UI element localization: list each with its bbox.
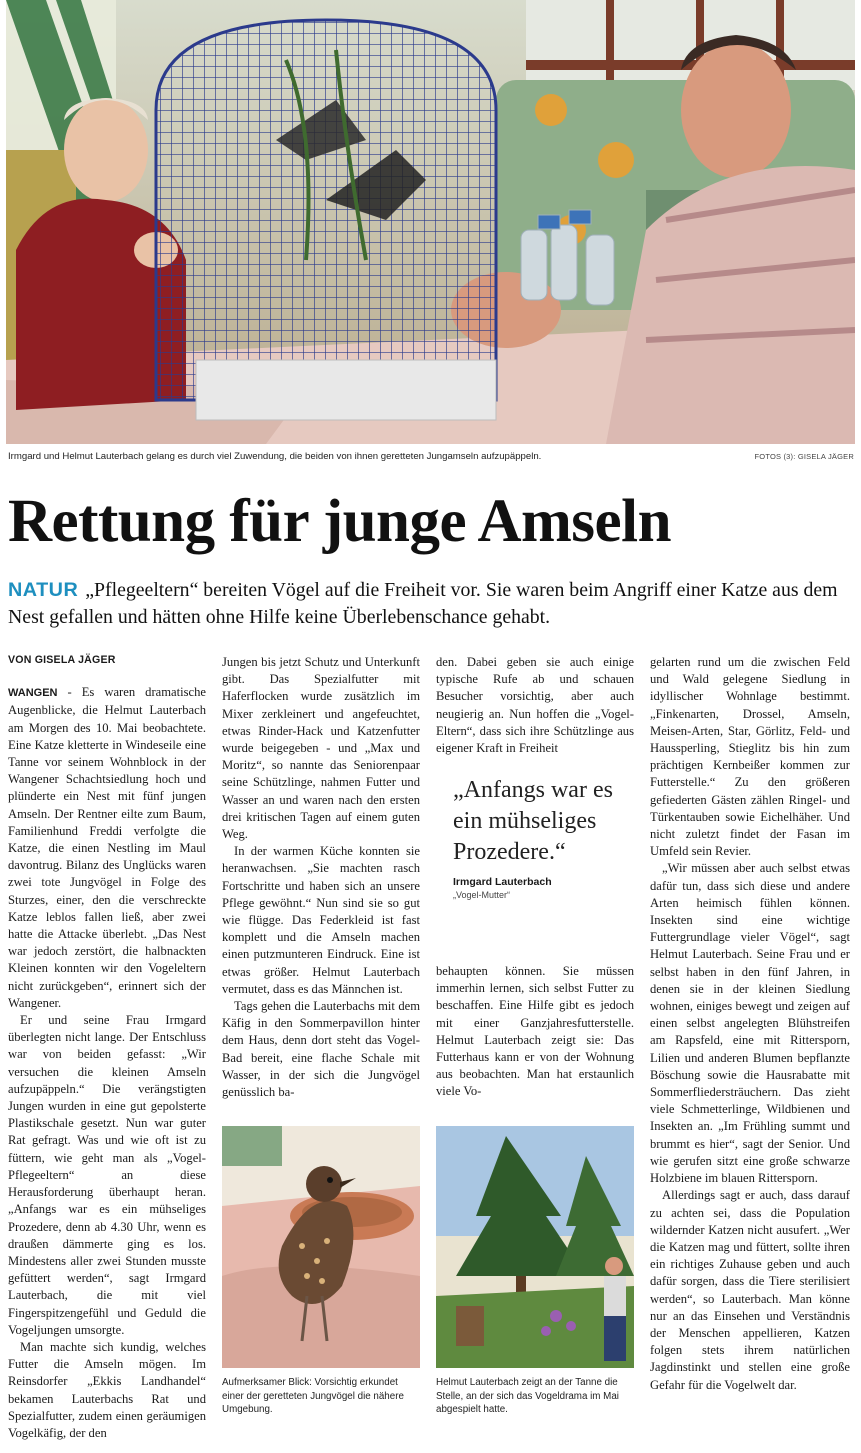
pull-quote-author: Irmgard Lauterbach [453,876,552,888]
photo-young-blackbird [222,1126,420,1368]
pull-quote-text: „Anfangs war es ein mühseliges Prozedere.“ [453,777,613,865]
man-at-tree-illustration [436,1126,634,1368]
paragraph: Man machte sich kundig, welches Futter die Amseln mögen. Im Reinsdorfer „Ekkis Landhandel“ bekamen Lauterbachs Rat und Spezialfutter, zudem einen geräumigen Vogelkäfig, der den [8,1339,206,1440]
article-column-2 [222,654,420,1101]
paragraph [8,684,206,1012]
deck-text: „Pflegeeltern“ bereiten Vögel auf die Freiheit vor. Sie waren beim Angriff einer Katze aus dem Nest gefallen und hätten ohne Hilfe keine Überlebenschance gehabt. [8,579,838,628]
young-blackbird-illustration [222,1126,420,1368]
paragraph: „Wir müssen aber auch selbst etwas dafür tun, dass sich diese und andere Arten heimisch fühlen können. Insekten sind eine wichtige Futtergrundlage vieler Vögel“, sagt Helmut Lauterbach. Seine Frau und er selbst haben in den fünf Jahren, in denen sie in der kleinen Siedlung wohnen, einiges bewegt und zeigen auf einen selbst angelegten Blühstreifen am Rapsfeld, eine mit Rittersporn, Lilien und anderen Blumen bepflanzte Böschung sowie die Hausrabatte mit Sommerfliedersträuchern. Das zieht viele Schmetterlinge, Wildbienen und Insekten an. „Im Frühling summt und brummt es hier“, sagt der Senior. Und wie gerufen sitzt eine große schwarze Holzbiene im blauen Rittersporn. [650,861,850,1186]
hero-photo-illustration [6,0,855,444]
paragraph: Er und seine Frau Irmgard überlegten nicht lange. Der Entschluss war von beiden gefasst: „Wir versuchen die kleinen Amseln aufzupäppeln.“ Die verängstigten Jungen wurden in eine gut gepolsterte Plastikschale gesetzt. Nun war guter Rat gefragt. Was und wie oft ist zu füttern, wie geht man als „Vogel-Pflegeeltern“ an diese Herausforderung überhaupt heran. „Anfangs war es ein mühseliges Prozedere, denn ab 4.30 Uhr, wenn es draußen dämmerte ging es los. Mindestens aller zwei Stunden musste gefüttert werden“, sagt Irmgard Lauterbach, die mit viel Fingerspitzengefühl und Geduld die Vogeljungen umsorgte. [8,1013,206,1337]
photo-man-at-tree-caption: Helmut Lauterbach zeigt an der Tanne die Stelle, an der sich das Vogeldrama im Mai abgespielt hatte. [436,1377,619,1416]
paragraph: Allerdings sagt er auch, dass darauf zu achten sei, dass die Population wildernder Katzen nicht ausufert. „Wer die Katzen mag und füttert, sollte ihren ein richtiges Zuhause geben und auch dafür sorgen, dass die Tiere sterilisiert werden“, so Lauterbach. Man könne nur an das Einsehen und Verständnis der Menschen appellieren, Katzen folgen stets ihrem natürlichen Jagdinstinkt und stellen eine große Gefahr für die Vogelwelt dar. [650,1188,850,1392]
article-column-3-top [436,654,634,757]
headline: Rettung für junge Amseln [8,488,671,555]
paragraph: den. Dabei geben sie auch einige typische Rufe ab und schauen Besucher vorsichtig, aber auch neugierig an. Nun hoffen die „Vogel-Eltern“, dass sich ihre Schützlinge aus eigener Kraft in Freiheit [436,655,634,756]
pull-quote [453,775,628,900]
photo-young-blackbird-caption: Aufmerksamer Blick: Vorsichtig erkundet einer der geretteten Jungvögel die nähere Umgebung. [222,1377,404,1416]
photo-man-at-tree [436,1126,634,1368]
hero-caption: Irmgard und Helmut Lauterbach gelang es durch viel Zuwendung, die beiden von ihnen geretteten Jungamseln aufzupäppeln. [8,451,542,462]
article-column-4 [650,654,850,1394]
article-column-1 [8,652,206,1442]
paragraph: behaupten können. Sie müssen immerhin lernen, sich selbst Futter zu beschaffen. Eine Hilfe gibt es jedoch mit einer Ganzjahresfutterstelle. Helmut Lauterbach zeigt sie: Das Futterhaus kann er von der Wohnung aus beobachten. Man hat erstaunlich viele Vo- [436,964,634,1099]
paragraph-text: - Es waren dramatische Augenblicke, die Helmut Lauterbach am Morgen des 10. Mai beobachtete. Eine Katze kletterte in Windeseile eine Tanne vor seinem Wohnblock in der Wangener Schachtsiedlung hoch und plünderte ein Nest mit fünf jungen Amseln. Der Rentner eilte zum Baum, Familienhund Freddi verfolgte die Katze, die einen Nestling im Maul davontrug. Bilanz des Unglücks waren zwei tote Jungvögel in Folge des Sturzes, einer, den die verschreckte Katze leblos fallen ließ, aber zwei hatte die Attacke überlebt. „Das Nest war jedoch zerstört, die halbnackten Kleinen konnten wir den Vogeleltern nicht zurückgeben“, erinnert sich der Wangener. [8,685,206,1010]
photo-credit: FOTOS (3): GISELA JÄGER [754,452,854,461]
paragraph: gelarten rund um die zwischen Feld und Wald gelegene Siedlung in idyllischer Wohnlage bestimmt. „Finkenarten, Drossel, Amseln, Meisen-Arten, Star, Görlitz, Feld- und Haussperling, Stieglitz bis hin zum prächtigen Kernbeißer kommen zur Futterstelle.“ Zu den größeren gefiederten Gästen zählen Ringel- und Türkentauben sowie Eichelhäher. Und nicht zuletzt findet der Fasan im Umfeld sein Revier. [650,655,850,859]
deck [8,577,853,631]
pull-quote-role: „Vogel-Mutter“ [453,890,511,900]
kicker: NATUR [8,579,79,601]
article-column-3-bottom [436,963,634,1101]
paragraph: Tags gehen die Lauterbachs mit dem Käfig in den Sommerpavillon hinter dem Haus, denn dort steht das Vogel-Bad bereit, eine flache Schale mit Wasser, in der sich die Jungvögel genüsslich ba- [222,999,420,1100]
byline: VON GISELA JÄGER [8,654,116,666]
dateline: WANGEN [8,687,58,700]
hero-photo [6,0,855,444]
paragraph: In der warmen Küche konnten sie heranwachsen. „Sie machten rasch Fortschritte und haben sich an unsere Pflege gewöhnt.“ Nun sind sie so gut wie flügge. Das Federkleid ist fast komplett und die Amseln machen einen putzmunteren Eindruck. Eine ist etwas größer. Helmut Lauterbach vermutet, dass es das Männchen ist. [222,844,420,996]
paragraph: Jungen bis jetzt Schutz und Unterkunft gibt. Das Spezialfutter mit Haferflocken wurde zusätzlich im Mixer zerkleinert und angefeuchtet, etwas Rinder-Hack und Katzenfutter wurde beigegeben - und „Max und Moritz“, so nannte das Seniorenpaar seine Schützlinge, nahmen Futter und Wasser an und waren nach den ersten drei kritischen Tagen auf einem guten Weg. [222,655,420,842]
